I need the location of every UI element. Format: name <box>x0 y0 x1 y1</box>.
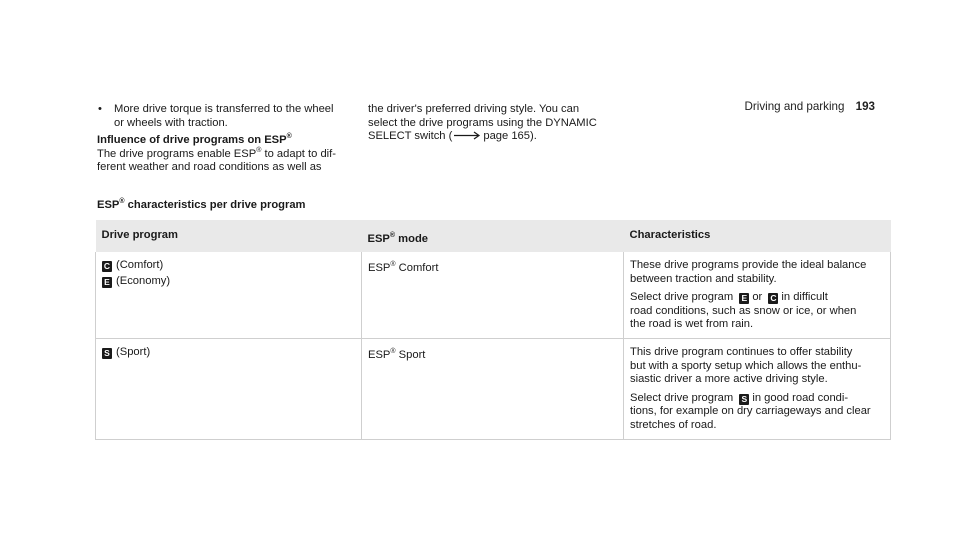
bullet-item <box>97 103 365 130</box>
text-line: siastic driver a more active driving style. <box>630 373 828 386</box>
paragraph <box>97 148 365 175</box>
page-reference-link[interactable]: page 165). <box>483 130 537 143</box>
text-line: the road is wet from rain. <box>630 318 754 331</box>
registered-mark: ® <box>119 198 125 205</box>
esp-characteristics-table <box>95 220 891 440</box>
left-column <box>97 103 365 175</box>
economy-program-icon: E <box>102 277 112 288</box>
text-line: but with a sporty setup which allows the enthu- <box>630 359 862 372</box>
bullet-line: or wheels with traction. <box>114 116 228 129</box>
table-title: ESP® characteristics per drive program <box>97 198 306 211</box>
text-line: These drive programs provide the ideal balance <box>630 259 867 271</box>
paragraph-line: ferent weather and road conditions as well as <box>97 161 322 174</box>
header-title: Driving and parking <box>744 100 845 113</box>
text-line: Select drive program S in good road condi- <box>630 391 849 404</box>
table-row <box>96 338 891 439</box>
paragraph-line: SELECT switch ( page 165). <box>368 130 537 143</box>
page-number: 193 <box>855 100 875 113</box>
paragraph-line: The drive programs enable ESP® to adapt to dif- <box>97 146 337 160</box>
column-header-drive-program: Drive program <box>96 220 362 252</box>
esp-mode-cell <box>362 338 624 439</box>
esp-mode-value: ESP® Comfort <box>368 261 439 274</box>
column-header-esp-mode: ESP® mode <box>362 220 624 252</box>
sport-program-icon: S <box>102 348 112 359</box>
characteristics-cell <box>624 252 891 338</box>
text-line: between traction and stability. <box>630 272 777 285</box>
section-subheading <box>97 134 365 148</box>
sport-program-icon: S <box>739 394 749 405</box>
bullet-line: More drive torque is transferred to the wheel <box>114 103 334 115</box>
text-line: This drive program continues to offer stability <box>630 345 853 358</box>
comfort-program-icon: C <box>103 261 111 271</box>
text-line: stretches of road. <box>630 418 717 431</box>
right-column <box>368 103 630 144</box>
column-header-characteristics: Characteristics <box>624 220 891 252</box>
registered-mark: ® <box>286 133 292 141</box>
arrow-right-icon <box>454 131 481 140</box>
esp-mode-value: ESP® Sport <box>368 347 426 361</box>
program-entry: S (Sport) <box>102 346 355 360</box>
registered-mark: ® <box>256 146 262 154</box>
subheading-text: Influence of drive programs on ESP <box>97 134 287 147</box>
program-entry: C (Comfort) <box>103 259 164 271</box>
economy-program-icon: E <box>739 293 749 304</box>
text-line: tions, for example on dry carriageways and clear <box>630 405 871 418</box>
drive-program-cell <box>96 252 362 338</box>
text-line: Select drive program E or C in difficult <box>630 291 828 304</box>
drive-program-cell <box>96 338 362 439</box>
paragraph-line: select the drive programs using the DYNAMIC <box>368 116 597 129</box>
program-entry: E (Economy) <box>102 275 355 289</box>
paragraph-line: the driver's preferred driving style. You can <box>368 103 580 115</box>
comfort-program-icon: C <box>770 293 777 304</box>
bullet-icon: • <box>98 103 102 115</box>
characteristics-cell <box>624 338 891 439</box>
table-row <box>96 252 891 338</box>
running-header <box>745 100 875 114</box>
esp-mode-cell <box>362 252 624 338</box>
text-line: road conditions, such as snow or ice, or when <box>630 304 857 317</box>
table-header-row <box>96 220 891 252</box>
